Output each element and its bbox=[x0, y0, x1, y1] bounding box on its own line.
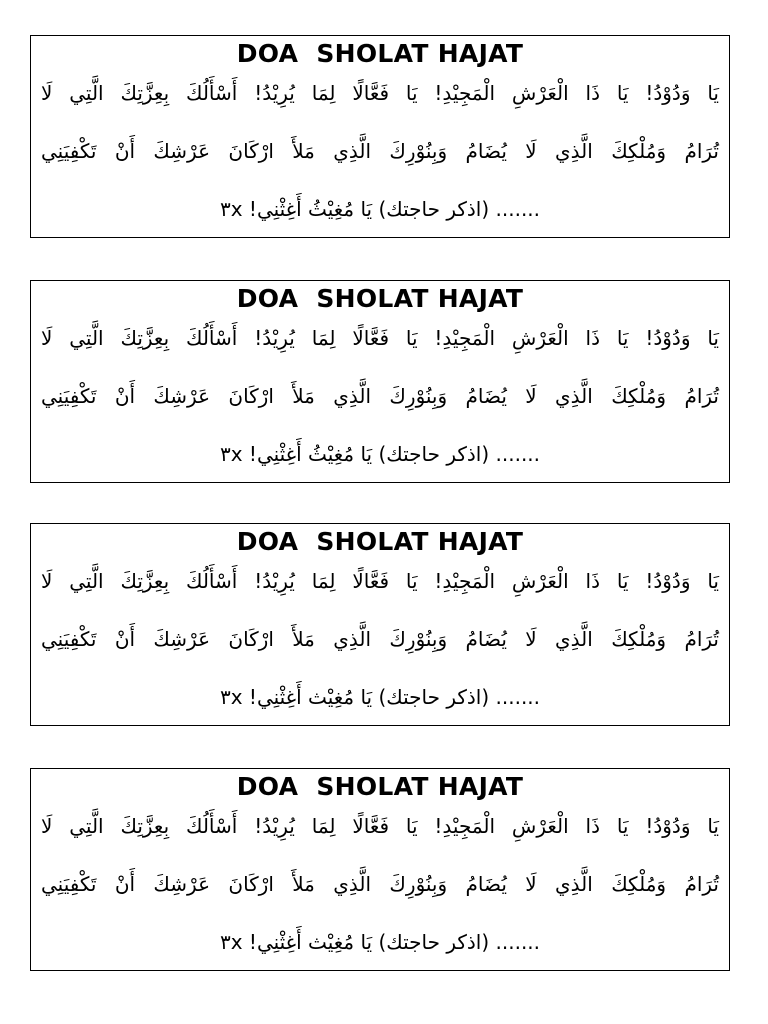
prayer-title: DOA SHOLAT HAJAT bbox=[236, 39, 524, 68]
prayer-text-line-3: ....... (اذكر حاجتك) يَا مُغِيْثُ أَغِثْنِي! ٣x bbox=[219, 197, 541, 221]
prayer-text-line-1: يَا وَدُوْدُ! يَا ذَا الْعَرْشِ الْمَجِيْدِ! يَا فَعَّالًا لِمَا يُرِيْدُ! أَسْأَلُكَ بِعِزَّتِكَ الَّتِي لَا bbox=[41, 326, 719, 350]
prayer-text-line-1: يَا وَدُوْدُ! يَا ذَا الْعَرْشِ الْمَجِيْدِ! يَا فَعَّالًا لِمَا يُرِيْدُ! أَسْأَلُكَ بِعِزَّتِكَ الَّتِي لَا bbox=[41, 81, 719, 105]
prayer-card bbox=[30, 523, 730, 726]
prayer-title: DOA SHOLAT HAJAT bbox=[236, 284, 524, 313]
prayer-card bbox=[30, 768, 730, 971]
prayer-text-line-1: يَا وَدُوْدُ! يَا ذَا الْعَرْشِ الْمَجِيْدِ! يَا فَعَّالًا لِمَا يُرِيْدُ! أَسْأَلُكَ بِعِزَّتِكَ الَّتِي لَا bbox=[41, 814, 719, 838]
prayer-text-line-3: ....... (اذكر حاجتك) يَا مُغِيْث أَغِثْنِي! ٣x bbox=[219, 685, 541, 709]
prayer-text-line-2: تُرَامُ وَمُلْكِكَ الَّذِي لَا يُضَامُ وَبِنُوْرِكَ الَّذِي مَلأَ ارْكَانَ عَرْشِكَ أَنْ تَكْفِيَنِي bbox=[41, 139, 719, 163]
prayer-text-line-3: ....... (اذكر حاجتك) يَا مُغِيْثُ أَغِثْنِي! ٣x bbox=[219, 442, 541, 466]
prayer-text-line-2: تُرَامُ وَمُلْكِكَ الَّذِي لَا يُضَامُ وَبِنُوْرِكَ الَّذِي مَلأَ ارْكَانَ عَرْشِكَ أَنْ تَكْفِيَنِي bbox=[41, 627, 719, 651]
prayer-title: DOA SHOLAT HAJAT bbox=[236, 527, 524, 556]
prayer-text-line-2: تُرَامُ وَمُلْكِكَ الَّذِي لَا يُضَامُ وَبِنُوْرِكَ الَّذِي مَلأَ ارْكَانَ عَرْشِكَ أَنْ تَكْفِيَنِي bbox=[41, 384, 719, 408]
prayer-title: DOA SHOLAT HAJAT bbox=[236, 772, 524, 801]
prayer-text-line-2: تُرَامُ وَمُلْكِكَ الَّذِي لَا يُضَامُ وَبِنُوْرِكَ الَّذِي مَلأَ ارْكَانَ عَرْشِكَ أَنْ تَكْفِيَنِي bbox=[41, 872, 719, 896]
prayer-text-line-3: ....... (اذكر حاجتك) يَا مُغِيْث أَغِثْنِي! ٣x bbox=[219, 930, 541, 954]
prayer-text-line-1: يَا وَدُوْدُ! يَا ذَا الْعَرْشِ الْمَجِيْدِ! يَا فَعَّالًا لِمَا يُرِيْدُ! أَسْأَلُكَ بِعِزَّتِكَ الَّتِي لَا bbox=[41, 569, 719, 593]
prayer-card bbox=[30, 35, 730, 238]
prayer-card bbox=[30, 280, 730, 483]
